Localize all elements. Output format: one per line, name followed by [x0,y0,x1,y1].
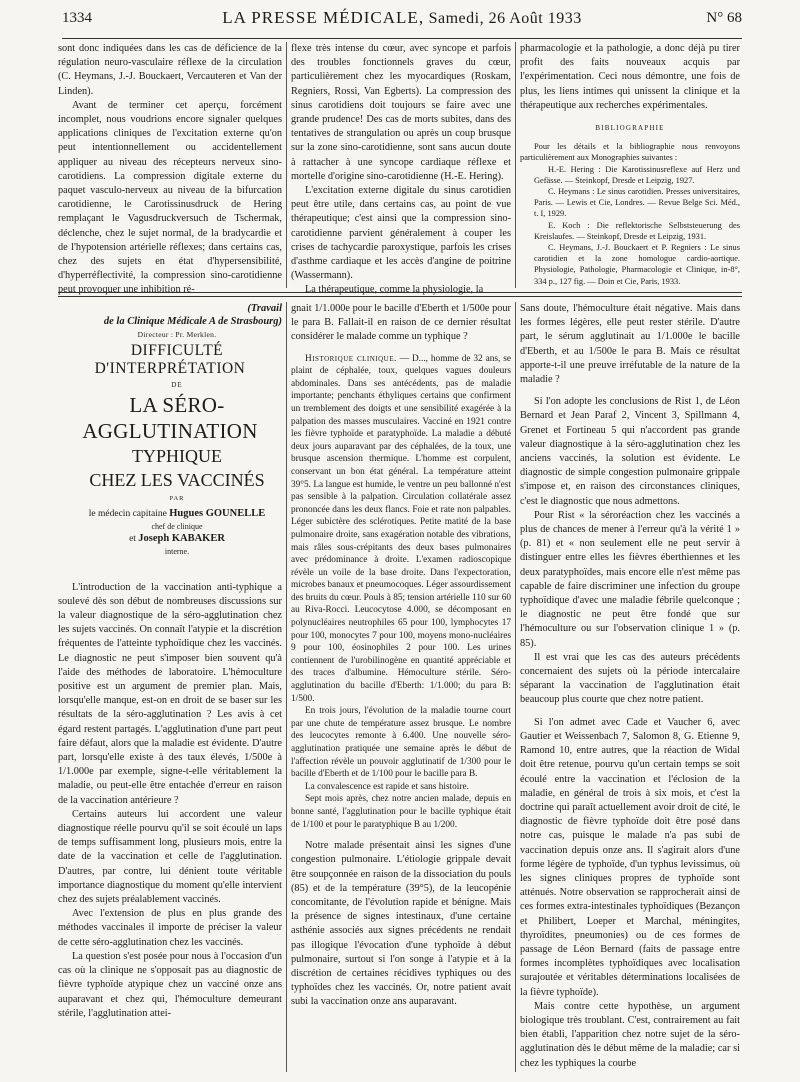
page-number: 1334 [62,10,92,26]
byline-par: PAR [169,495,185,503]
paragraph: pharmacologie et la pathologie, a donc déjà pu tirer profit des faits nouveaux acquis par l'expérimentation. Ceci nous démontre, une fois de plus, les liens intimes qui unissent la clinique et la thérapeutique aux recherches expérimentales. [520,43,740,111]
paragraph: L'excitation externe digitale du sinus carotidien peut être utile, dans certains cas, au point de vue thérapeutique; c'est ainsi que la compression sino-carotidienne parvient généralement à couper les crises de tachycardie paroxystique, parfois les crises d'asthme cardiaque et les accès d'angine de poitrine (Wassermann). [291,185,511,282]
paragraph: Certains auteurs lui accordent une valeur diagnostique réelle pourvu qu'il se soit écoulé un laps de temps suffisamment long, plusieurs mois, entre la date de la vaccination et celle de l'agglutination. D'autres, par contre, lui dénient toute véritable importance diagnostique du moment qu'elle intervient chez des sujets préalablement vaccinés. [58,808,282,906]
top-column-1 [58,42,282,296]
paragraph: Mais contre cette hypothèse, un argument biologique très troublant. C'est, contrairement au fait bien établi, l'apparition chez notre sujet de la séro-agglutination dès le début même de la maladie; car si chez les typhiques la courbe [520,1000,740,1069]
bibliography-intro: Pour les détails et la bibliographie nous renvoyons particulièrement aux Monographies suivantes : [520,142,740,163]
author-2-role: interne. [164,546,190,556]
paragraph: Si l'on adopte les conclusions de Rist 1, de Léon Bernard et Jean Paraf 2, Vincent 3, Spillmann 4, Grenet et Fortineau 5 qui n'accordent pas grande valeur diagnostique à la séro-agglutination chez les anciens vaccinés, la solution est évidente. Le diagnostic de simple congestion pulmonaire grippale s'impose et, en raison des circonstances cliniques, c'est le diagnostic que nous admettons. [520,396,740,507]
paragraph: sont donc indiquées dans les cas de déficience de la régulation neuro-vasculaire réflexe de la circulation (C. Heymans, J.-J. Bouckaert, Vercauteren et Van der Linden). [58,43,282,97]
article-column-2 [291,302,511,1072]
historique-label: Historique clinique. [305,353,397,364]
header-rule [62,38,742,39]
column-divider [515,302,516,1072]
page-header [62,0,742,40]
paragraph: flexe très intense du cœur, avec syncope et parfois des troubles fonctionnels graves du cœur, particulièrement chez les myocardiques (Roskam, Regniers, Rossi, Van Egberts). La compression des sinus carotidiens doit toujours se faire avec une grande prudence! Des cas de morts subites, dans des tentatives de strangulation ou après un coup brusque sur la zone sino-carotidienne, sont sans aucun doute à rattacher à une syncope cardiaque réflexe et mortelle d'origine sino-carotidienne (H.-E. Hering). [291,43,511,182]
clinical-history [291,353,511,706]
paragraph: Si l'on admet avec Cade et Vaucher 6, avec Gautier et Weissenbach 7, Salomon 8, G. Etienne 9, Ramond 10, entre autres, que la réaction de Widal doit être retenue, pourvu qu'un certain temps se soit écoulé entre la vaccination et l'éclosion de la maladie, en général de trois à six mois, et c'est la doctrine qui paraît actuellement avoir droit de cité, le diagnostic de fièvre typhoïde doit être posé dans notre cas, puisque le malade n'a pas subi de vaccination depuis onze ans. Il s'agirait alors d'une forme légère de typhoïde, d'un typhus levissimus, où les signes cliniques propres de typhoïde sont atténués. Notre observation se rapprocherait ainsi de ces formes extra-intestinales typhoïdiques (Bezançon et Philibert, Loeper et Marchal, méningites, thyroïdites, pneumonies) ou de ces formes de passage de Léon Bernard (faits de passage entre formes incomplètes typhoïdiques avec localisation surajoutée et véritables déterminations localisées de la fièvre typhoïde). [520,716,740,998]
paragraph: Sans doute, l'hémoculture était négative. Mais dans les formes légères, elle peut rester stérile. D'autre part, le sérum agglutinait au 1/1.000e le bacille d'Eberth, et au 1/500e le para B. Mais ce résultat apporte-t-il une preuve irréfutable de la nature de la maladie ? [520,303,740,386]
issue-date: Samedi, 26 Août 1933 [428,10,582,27]
bibliography-reference: C. Heymans : Le sinus carotidien. Presses universitaires, Paris. — Lewis et Cie, Londres. — Revue Belge Sci. Méd., t. I, 1929. [534,187,740,219]
paragraph: Avant de terminer cet aperçu, forcément incomplet, nous voudrions encore signaler quelques applications cliniques de l'excitation externe qu'on peut intentionnellement ou accidentellement appliquer au niveau des récepteurs nerveux sino-carotidiens. La compression digitale externe du paquet vasculo-nerveux au niveau de la bifurcation carotidienne, le Carotissinusdruck de Hering remplaçant le Vagusdruckversuch de Tschermak, déclenche, chez le sujet normal, de la bradycardie et de l'hypotension artérielle réflexes; dans certains cas, chez des sujets en état d'hypersensibilité, d'hyperréflectivité, la compression sino-carotidienne peut provoquer une inhibition ré- [58,99,282,296]
clinical-history-text: — D..., homme de 32 ans, se plaint de céphalée, toux, quelques vagues douleurs abdominales. Dans ses antécédents, pas de maladie importante; penchants éthyliques certains que confirment un tremblement des doigts et une sensibilité exagérée à la palpation des masses musculaires. Vacciné en 1921 contre les fièvre typhoïde et paratyphoïde. La maladie a débuté deux jours auparavant par des céphalées, de la toux, une brusque ascension thermique. L'homme est corpulent, conservant un bon état général. La température atteint 39°5. La langue est humide, le ventre un peu ballonné n'est pas sensible à la palpation. Circulation collatérale assez prononcée dans les deux flancs. Foie et rate non palpables. Léger subictère des sclérotiques. Petite matité de la base pulmonaire droite, sans exagération notable des vibrations, mais râles sous-crépitants des deux bases pulmonaires avec prédominance à droite. L'examen radioscopique révèle un voile de la base droite. Dans l'expectoration, microbes banaux et pneumocoques. Léger assourdissement des bruits du cœur. Pouls à 85; tension artérielle 110 sur 60 au Riva-Rocci. Leucocytose 4.000, se décomposant en polynucléaires neutrophiles 65 pour 100, lymphocytes 17 pour 100, monocytes 7 pour 100, moyens mono-nucléaires 9 pour 100, éosinophiles 2 pour 100. Les urines contiennent de l'urobilinogène en quantité appréciable et des traces d'albumine. Hémoculture stérile. Séro-agglutination du bacille d'Eberth: 1/1.000; du para B: 1/500. [291,353,511,704]
paragraph: Il est vrai que les cas des auteurs précédents concernaient des sujets où la période intercalaire séparant la vaccination de l'agglutination était beaucoup plus courte que chez notre patient. [520,651,740,706]
bibliography-heading: BIBLIOGRAPHIE [595,124,665,133]
paragraph: Sept mois après, chez notre ancien malade, depuis en bonne santé, l'agglutination pour le bacille typhique était de 1/100 et pour le paratyphique B au 1/200. [291,794,511,830]
paragraph: L'introduction de la vaccination anti-typhique a soulevé dès son début de nombreuses discussions sur la valeur diagnostique de la séro-agglutination chez les sujets vaccinés. On connaît l'atypie et la discrétion fréquentes de l'atteinte typhoïdique chez les vaccinés. Le diagnostic ne peut s'imposer bien souvent qu'à l'aide des méthodes de laboratoire. L'hémoculture positive est un argument de premier plan. Mais, lorsqu'elle manque, est-on en droit de se baser sur les résultats de la séro-agglutination ? Les avis à cet égard restent partagés. L'agglutination d'une part peut faire défaut, alors que la maladie est évidente. D'autre part, lorsqu'elle existe à des taux élevés, 1/500e à 1/1.000e par exemple, signe-t-elle véritablement la maladie, ou peut-elle être entachée d'erreur en raison de la vaccination antérieure ? [58,581,282,806]
paragraph: La convalescence est rapide et sans histoire. [305,781,469,792]
author-2 [58,532,282,546]
author-2-name: Joseph KABAKER [138,532,225,544]
author-1-name: Hugues GOUNELLE [169,507,266,519]
affiliation-line-2: de la Clinique Médicale A de Strasbourg) [103,316,282,327]
article-column-3 [520,302,740,1072]
article-title-line-2: LA SÉRO-AGGLUTINATION [82,393,258,444]
affiliation-line-1: (Travail [247,303,282,314]
article-title-line-3: TYPHIQUE [132,446,222,467]
article-title-line-4: CHEZ LES VACCINÉS [89,470,265,491]
paragraph: La question s'est posée pour nous à l'occasion d'un cas où la clinique ne s'opposait pas au diagnostic de fièvre typhoïde atypique chez un vacciné onze ans auparavant et chez qui, l'hémoculture demeurant stérile, l'agglutination attei- [58,950,282,1019]
paragraph: Pour Rist « la séroréaction chez les vaccinés a plus de chances de mener à l'erreur qu'à la vérité 1 » (p. 81) et « non seulement elle ne peut servir à distinguer entre elles les fièvres éberthiennes et les deux paratyphoïdes, mais encore elle n'est même pas capable de faire discriminer une infection du groupe typhoïdique d'avec une maladie fébrile quelconque ; le diagnostic ne peut être fondé que sur l'hémoculture ou sur l'observation clinique 1 » (p. 85). [520,509,740,649]
bibliography-reference: E. Koch : Die reflektorische Selbststeuerung des Kreislaufes. — Steinkopf, Dresde et Leipzig, 1931. [534,220,740,241]
article-column-1 [58,302,282,1072]
top-column-3 [520,42,740,294]
column-divider [515,42,516,288]
author-1-prefix: le médecin capitaine [88,508,167,519]
paragraph: En trois jours, l'évolution de la maladie tourne court par une chute de température assez brusque. Le nombre des leucocytes remonte à 6.400. Une nouvelle séro-agglutination pratiquée une semaine après le début de l'affection révèle un pouvoir agglutinatif de 1/300 pour le bacille d'Eberth et de 1/100 pour le bacille para B. [291,706,511,780]
section-rule [58,292,742,293]
paragraph: Avec l'extension de plus en plus grande des méthodes vaccinales il importe de préciser la valeur de cette séro-agglutination chez les vaccinés. [58,908,282,948]
author-2-prefix: et [129,533,136,544]
author-1 [58,507,282,521]
journal-name: LA PRESSE MÉDICALE, [222,8,425,27]
paragraph: La thérapeutique, comme la physiologie, la [305,284,484,296]
paragraph: gnait 1/1.000e pour le bacille d'Eberth et 1/500e pour le para B. Fallait-il en raison de ce dernier résultat considérer le malade comme un typhique ? [291,303,511,343]
journal-header-title [62,8,742,28]
paragraph: Notre malade présentait ainsi les signes d'une congestion pulmonaire. L'étiologie grippale devait être soupçonnée en raison de la dissociation du pouls (85) et de la température (39°5), de la leucopénie concomitante, de l'évolution rapide et bénigne. Mais la présence de signes intestinaux, d'une certaine asthénie associés aux signes précédents ne rendait pas illogique l'évocation d'une typhoïde à début pulmonaire, surtout si l'on songe à l'atypie et à la discrétion de certaines récidives typhiques ou des typhoïdes chez les vaccinés. Or, notre patient avait subi la vaccination onze ans auparavant. [291,840,511,1008]
column-divider [286,302,287,1072]
issue-number: N° 68 [706,10,742,26]
bibliography-reference: C. Heymans, J.-J. Bouckaert et P. Regniers : Le sinus carotidien et la zone homologue cardio-aortique. Physiologie, Pathologie, Pharmacologie et Clinique, in-8°, 334 p., 127 fig. — Doin et Cie, Paris, 1933. [534,243,740,286]
bibliography-reference: H.-E. Hering : Die Karotissinusreflexe auf Herz und Gefässe. — Steinkopf, Dresde et Leipzig, 1927. [534,164,740,185]
section-rule [58,296,742,297]
director-line: Directeur : Pr. Merklen. [137,330,217,339]
top-column-2 [291,42,511,296]
article-title-de: DE [171,381,183,390]
author-1-role: chef de clinique [151,521,203,531]
column-divider [286,42,287,288]
article-title-line-1: DIFFICULTÉ D'INTERPRÉTATION [94,342,246,378]
